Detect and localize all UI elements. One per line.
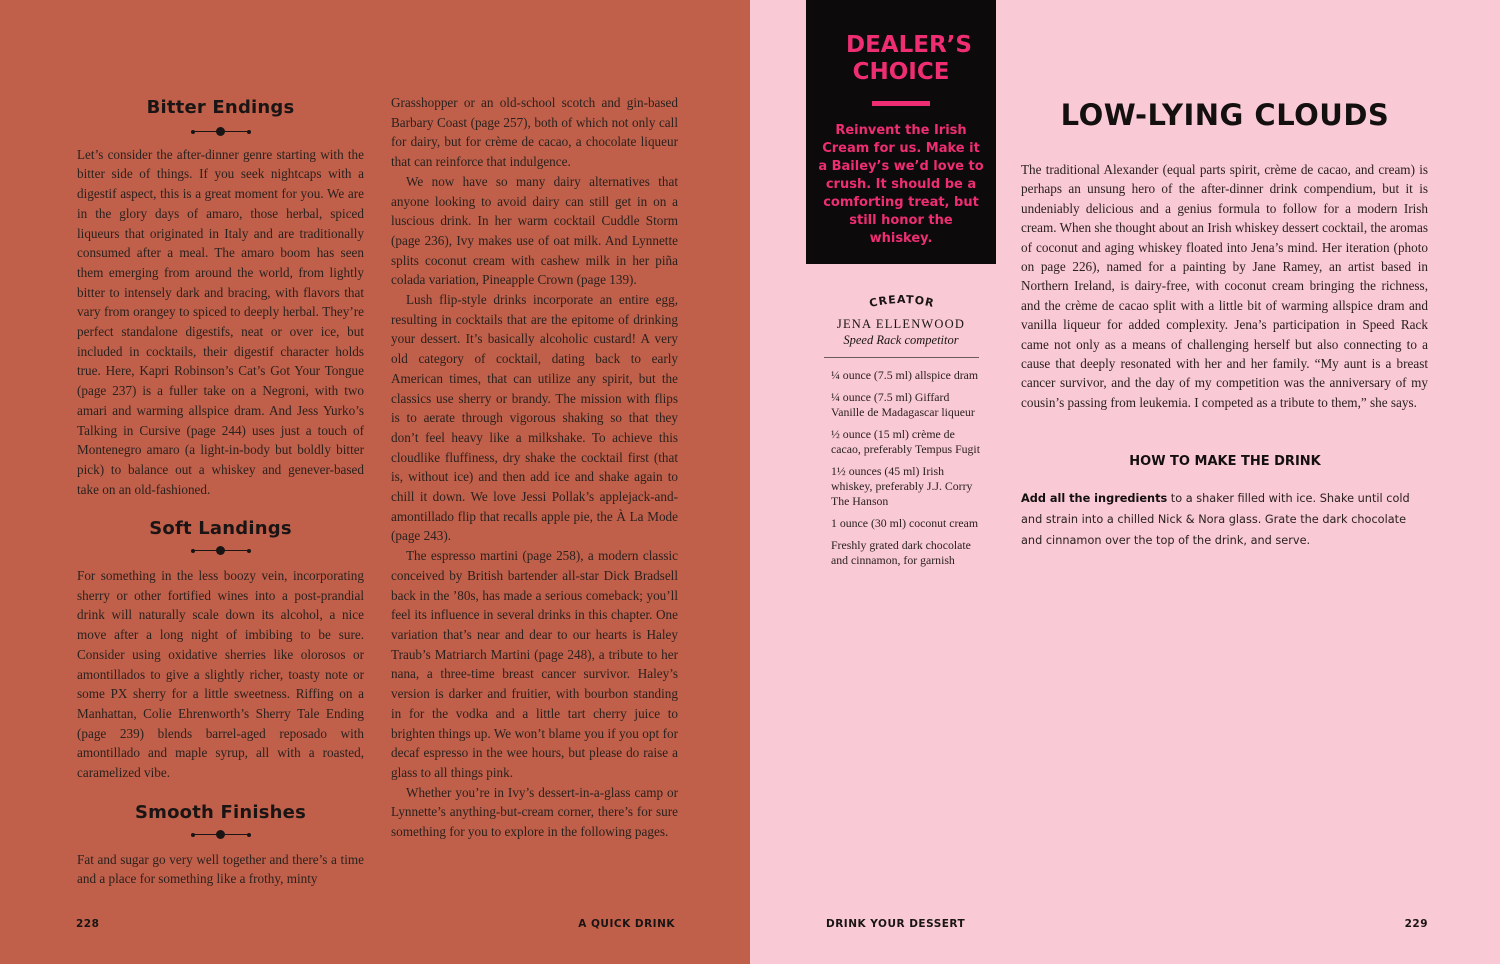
page-number: 229 (1404, 918, 1428, 930)
body-paragraph: Lush flip-style drinks incorporate an entire egg, resulting in cocktails that are the epitome of drinking your dessert. It’s basically alcoholic custard! A very old category of cocktail, dating back to early American times, that can utilize any spirit, but the classics use sherry or brandy. The mission with flips is to aerate through vigorous shaking so that they don’t feel heavy like a milkshake. To achieve this cloudlike fluffiness, dry shake the cocktail first (that is, without ice) and then add ice and shake again to chill it down. We love Jessi Pollak’s applejack-and-amontillado flip that recalls apple pie, the À La Mode (page 243). (391, 292, 678, 544)
how-to-heading: HOW TO MAKE THE DRINK (1129, 454, 1321, 469)
dealers-choice-text: Reinvent the Irish Cream for us. Make it a Bailey’s we’d love to crush. It should be a comforting treat, but still honor the whiskey. (818, 123, 984, 246)
section-heading-smooth-finishes: Smooth Finishes (134, 801, 307, 823)
ingredient-item: 1½ ounces (45 ml) Irish whiskey, preferably J.J. Corry The Hanson (831, 464, 973, 508)
page-number: 228 (76, 918, 100, 930)
ornament-divider (191, 125, 251, 139)
left-column-1 (77, 98, 364, 889)
ingredient-item: ½ ounce (15 ml) crème de cacao, preferably Tempus Fugit (831, 427, 980, 456)
creator-label-text: CREATOR (868, 292, 936, 311)
ingredient-item: ¼ ounce (7.5 ml) allspice dram (831, 368, 979, 382)
body-paragraph: For something in the less boozy vein, incorporating sherry or other fortified wines into a post-prandial drink will naturally scale down its alcohol, a nice move after a long night of imbibing to be sure. Consider using oxidative sherries like olorosos or amontillados to give a slightly richer, toasty note or some PX sherry for a little sweetness. Riffing on a Manhattan, Colie Ehrenworth’s Sherry Tale Ending (page 239) blends barrel-aged reposado with amontillado and maple syrup, all with a roasted, caramelized vibe. (77, 568, 364, 781)
how-to-instructions (1021, 488, 1428, 551)
creator-divider (824, 357, 979, 358)
dealers-choice-rule (872, 101, 930, 106)
dealers-choice-box (806, 0, 996, 264)
ornament-divider (191, 828, 251, 842)
section-heading-soft-landings: Soft Landings (149, 518, 292, 540)
left-column-2 (391, 93, 678, 842)
dealers-choice-title: DEALER’S CHOICE (846, 32, 972, 85)
creator-label (850, 288, 954, 314)
running-head: A QUICK DRINK (578, 918, 675, 930)
ingredient-item: Freshly grated dark chocolate and cinnamon, for garnish (831, 538, 971, 567)
body-paragraph: We now have so many dairy alternatives that anyone looking to avoid dairy can still get in on a luscious drink. In her warm cocktail Cuddle Storm (page 236), Ivy makes use of oat milk. And Lynnette splits coconut cream with cashew milk in her piña colada variation, Pineapple Crown (page 139). (391, 173, 678, 288)
creator-name: JENA ELLENWOOD (836, 317, 966, 331)
how-to-lead: Add all the ingredients (1021, 492, 1168, 505)
body-paragraph: Whether you’re in Ivy’s dessert-in-a-glass camp or Lynnette’s anything-but-cream corner, there’s for sure something for you to explore in the following pages. (391, 784, 678, 840)
creator-role: Speed Rack competitor (843, 333, 959, 347)
how-to-text: to a shaker filled with ice. Shake until cold and strain into a chilled Nick & Nora glass. Grate the dark chocolate and cinnamon over the top of the drink, and serve. (1021, 492, 1410, 547)
body-paragraph: Grasshopper or an old-school scotch and gin-based Barbary Coast (page 257), both of which not only call for dairy, but for crème de cacao, a chocolate liqueur that can reinforce that indulgence. (391, 95, 678, 170)
ornament-divider (191, 544, 251, 558)
ingredients-list (831, 368, 981, 575)
right-page (750, 0, 1500, 964)
svg-text:CREATOR (868, 293, 936, 310)
ingredient-item: ¼ ounce (7.5 ml) Giffard Vanille de Madagascar liqueur (831, 390, 975, 419)
body-paragraph: Let’s consider the after-dinner genre starting with the bitter side of things. If you seek nightcaps with a digestif aspect, this is a great moment for you. We are in the glory days of amaro, those herbal, spiced liqueurs that originated in Italy and are traditionally consumed after a meal. The amaro boom has seen them emerging from around the world, from lightly bitter to intensely dark and bracing, with flavors that vary from orangey to spiced to deeply herbal. They’re perfect standalone digestifs, neat or over ice, but included in cocktails, their digestif character holds true. Here, Kapri Robinson’s Cat’s Got Your Tongue (page 237) is a fuller take on a Negroni, with two amari and warming allspice dram. And Jess Yurko’s Talking in Cursive (page 244) uses just a touch of Montenegro amaro (a light-in-body but boldly bitter pick) to balance out a whiskey and genever-based take on an old-fashioned. (77, 146, 364, 497)
running-head: DRINK YOUR DESSERT (826, 918, 966, 930)
recipe-intro: The traditional Alexander (equal parts spirit, crème de cacao, and cream) is perhaps an unsung hero of the after-dinner drink compendium, but it is undeniably delicious and a genius formula to follow for a modern Irish cream. When she thought about an Irish whiskey dessert cocktail, the aromas of coconut and aging whiskey floated into Jena’s mind. Her iteration (photo on page 226), named for a painting by Jane Ramey, an artist based in Northern Ireland, is dairy-free, with coconut cream bringing the richness, and the crème de cacao split with a little bit of warming allspice dram and vanilla liqueur for added complexity. Jena’s participation in Speed Rack came not only as a means of challenging herself but also connecting to a cause that deeply resonated with her and her family. “My aunt is a breast cancer survivor, and the day of my competition was the anniversary of my cousin’s passing from leukemia. I competed as a tribute to them,” she says. (1021, 162, 1428, 410)
ingredient-item: 1 ounce (30 ml) coconut cream (831, 516, 979, 530)
body-paragraph: The espresso martini (page 258), a modern classic conceived by British bartender all-star Dick Bradsell back in the ’80s, has made a serious comeback; you’ll feel its influence in several drinks in this chapter. One variation that’s near and dear to our hearts is Haley Traub’s Matriarch Martini (page 248), a tribute to her nana, a three-time breast cancer survivor. Haley’s version is darker and fruitier, with bourbon standing in for the vodka and a little tart cherry juice to brighten things up. We won’t blame you if you opt for decaf espresso in the wee hours, but please do raise a glass to all things pink. (391, 548, 678, 780)
recipe-title: LOW-LYING CLOUDS (1060, 98, 1390, 132)
body-paragraph: Fat and sugar go very well together and there’s a time and a place for something like a frothy, minty (77, 851, 364, 887)
section-heading-bitter-endings: Bitter Endings (146, 97, 295, 118)
